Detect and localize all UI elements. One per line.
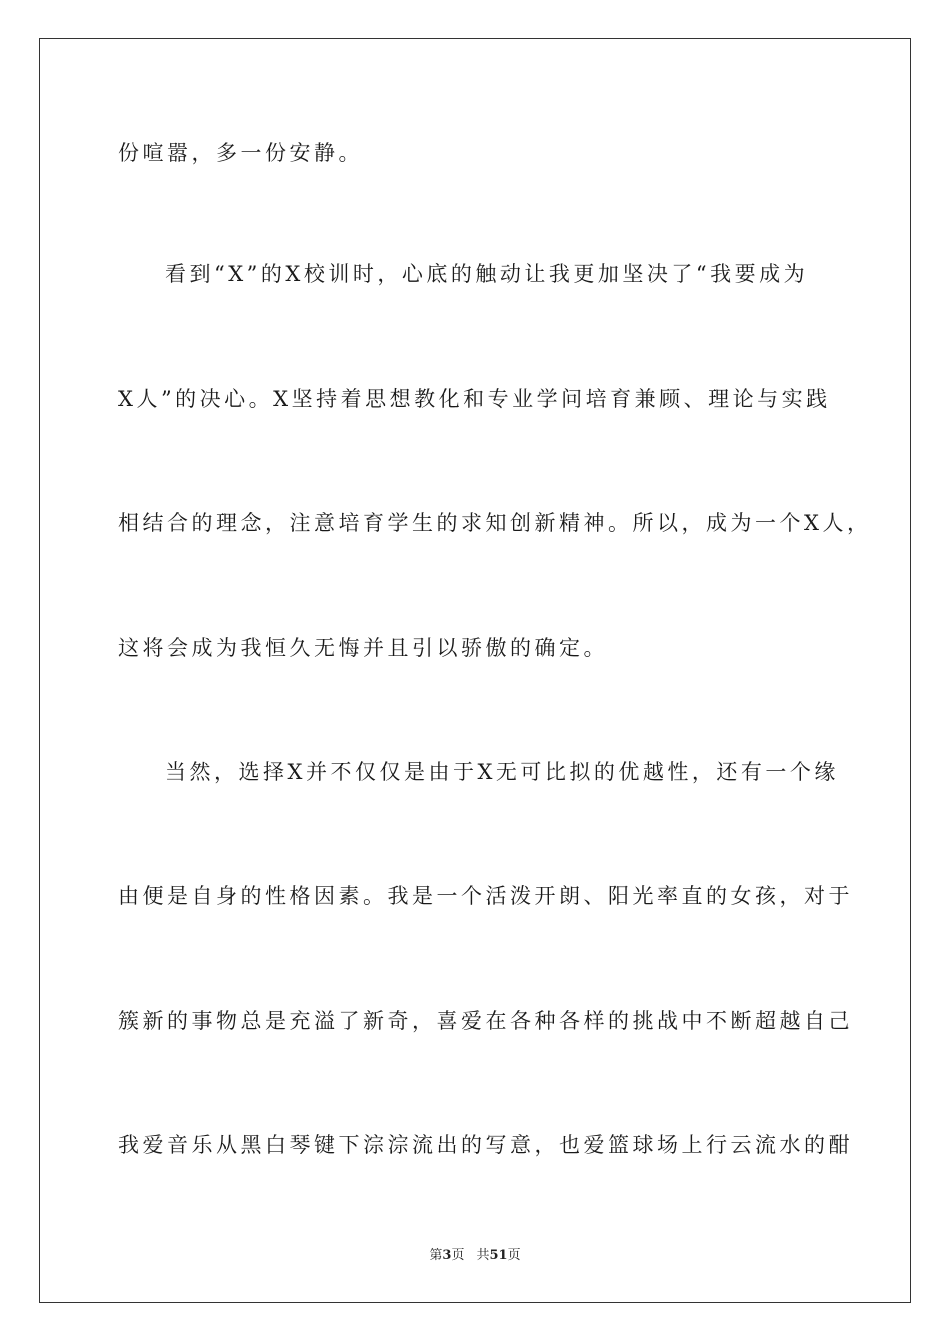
text-line-1: 份喧嚣，多一份安静。 bbox=[118, 141, 363, 165]
page-footer bbox=[0, 1247, 950, 1265]
text-line-9: 我爱音乐从黑白琴键下淙淙流出的写意，也爱篮球场上行云流水的酣 bbox=[118, 1133, 853, 1157]
text-line-2: 看到“X”的X校训时，心底的触动让我更加坚决了“我要成为 bbox=[165, 262, 809, 286]
text-line-8: 簇新的事物总是充溢了新奇，喜爱在各种各样的挑战中不断超越自己 bbox=[118, 1009, 853, 1033]
text-line-4: 相结合的理念，注意培育学生的求知创新精神。所以，成为一个X人， bbox=[118, 511, 872, 535]
total-pages-label: 共51页 bbox=[476, 1248, 521, 1263]
text-line-7: 由便是自身的性格因素。我是一个活泼开朗、阳光率直的女孩，对于 bbox=[118, 884, 853, 908]
text-line-6: 当然，选择X并不仅仅是由于X无可比拟的优越性，还有一个缘 bbox=[165, 760, 839, 784]
text-line-5: 这将会成为我恒久无悔并且引以骄傲的确定。 bbox=[118, 636, 608, 660]
text-line-3: X人”的决心。X坚持着思想教化和专业学问培育兼顾、理论与实践 bbox=[118, 387, 831, 411]
page-number-label: 第3页 bbox=[429, 1248, 465, 1263]
page-border bbox=[39, 38, 911, 1303]
